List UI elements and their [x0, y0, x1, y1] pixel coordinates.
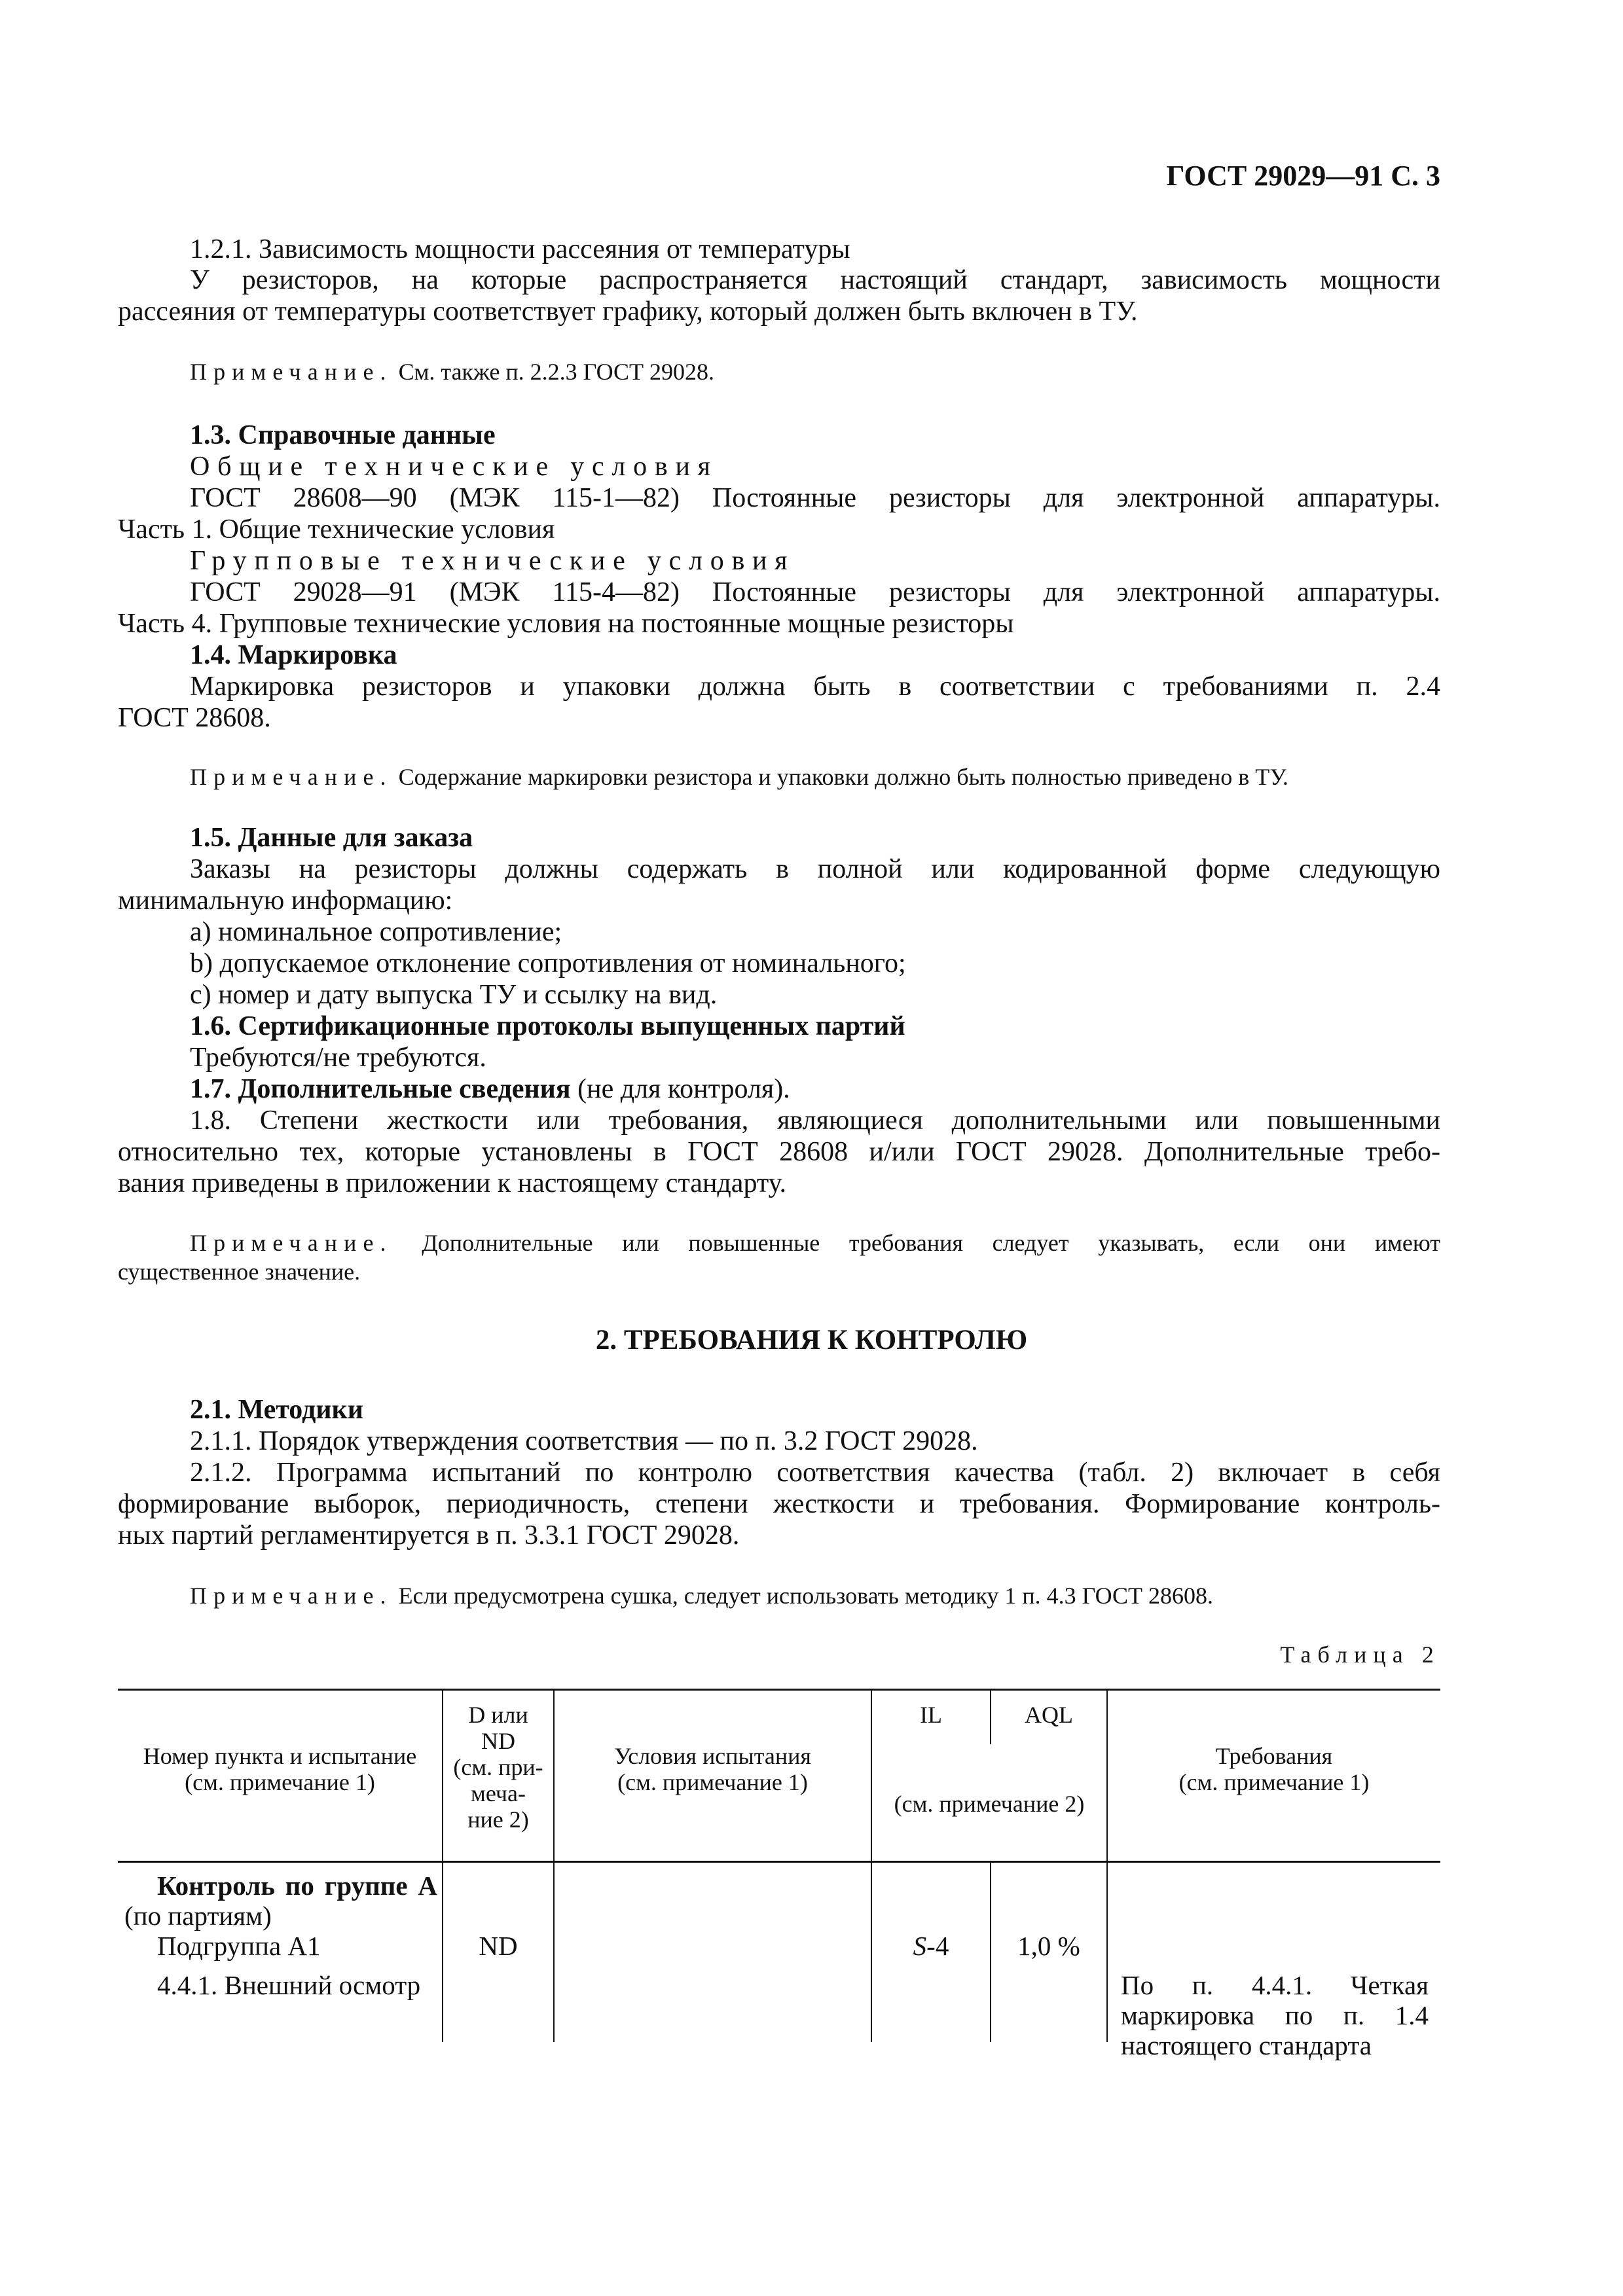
section-1-4-heading: 1.4. Маркировка [190, 640, 397, 670]
section-2-title: 2. ТРЕБОВАНИЯ К КОНТРОЛЮ [595, 1325, 1028, 1355]
s16-text: Требуются/не требуются. [190, 1043, 486, 1073]
th-requirements-line-1: Требования [1215, 1743, 1333, 1769]
s15-item-b: b) допускаемое отклонение сопротивления от номинального; [190, 948, 906, 978]
page-header: ГОСТ 29029—91 С. 3 [1166, 160, 1440, 192]
th-d-or-nd [443, 1702, 553, 1833]
th-il: IL [920, 1702, 942, 1728]
th-d-or-nd-line-3: (см. при- [453, 1754, 543, 1780]
th-test-number-line-1: Номер пункта и испытание [143, 1743, 417, 1769]
s15-line-1: Заказы на резисторы должны содержать в полной или кодированной форме следующую [190, 854, 1440, 884]
section-1-6-heading: 1.6. Сертификационные протоколы выпущенных партий [190, 1011, 905, 1041]
table-col-divider-3 [871, 1689, 872, 2042]
th-requirements [1108, 1743, 1440, 1795]
s14-line-1: Маркировка резисторов и упаковки должна быть в соответствии с требованиями п. 2.4 [190, 672, 1440, 702]
note-text: Если предусмотрена сушка, следует использовать методику 1 п. 4.3 ГОСТ 28608. [392, 1583, 1214, 1609]
table-header-rule [118, 1861, 1440, 1863]
note-text: См. также п. 2.2.3 ГОСТ 29028. [392, 359, 715, 385]
th-d-or-nd-line-2: ND [481, 1728, 515, 1754]
th-test-conditions-line-1: Условия испытания [614, 1743, 811, 1769]
th-test-number-line-2: (см. примечание 1) [185, 1769, 375, 1795]
section-1-3-heading: 1.3. Справочные данные [190, 420, 496, 450]
th-d-or-nd-line-5: ние 2) [467, 1806, 529, 1833]
s13-line-2: Часть 1. Общие технические условия [118, 514, 555, 545]
s18-line-2: относительно тех, которые установлены в ГОСТ 28608 и/или ГОСТ 29028. Дополнительные требо- [118, 1137, 1440, 1167]
td-il-letter: S [913, 1931, 927, 1961]
td-subgroup: Подгруппа А1 [157, 1931, 321, 1961]
note-text: Дополнительные или повышенные требования следует указывать, если они имеют [392, 1230, 1440, 1256]
s13-subheading-general: Общие технические условия [190, 452, 718, 482]
th-d-or-nd-line-1: D или [468, 1702, 528, 1728]
section-1-7-heading: 1.7. Дополнительные сведения [190, 1074, 571, 1104]
s13-subheading-group: Групповые технические условия [190, 546, 795, 576]
s18-line-1: 1.8. Степени жесткости или требования, являющиеся дополнительными или повышенными [190, 1105, 1440, 1136]
th-d-or-nd-line-4: меча- [471, 1780, 526, 1806]
s2-1-2-line-2: формирование выборок, периодичность, степени жесткости и требования. Формирование контроль- [118, 1489, 1440, 1519]
section-1-2-1-heading: 1.2.1. Зависимость мощности рассеяния от температуры [190, 234, 850, 264]
note-text: Содержание маркировки резистора и упаковки должно быть полностью приведено в ТУ. [392, 764, 1288, 790]
th-aql: AQL [1025, 1702, 1073, 1728]
note-label: Примечание. [190, 764, 393, 790]
s2-1-2-line-1: 2.1.2. Программа испытаний по контролю соответствия качества (табл. 2) включает в себя [190, 1458, 1440, 1488]
table-caption: Таблица 2 [1280, 1641, 1440, 1668]
section-1-5-heading: 1.5. Данные для заказа [190, 823, 473, 853]
s15-item-c: c) номер и дату выпуска ТУ и ссылку на вид. [190, 980, 718, 1010]
th-test-number [118, 1743, 442, 1795]
table-col-divider-5 [1106, 1689, 1108, 2042]
td-requirement-line-1: По п. 4.4.1. Четкая [1121, 1970, 1429, 2000]
s121-para-line-2: рассеяния от температуры соответствует графику, который должен быть включен в ТУ. [118, 296, 1138, 327]
s13-line-1: ГОСТ 28608—90 (МЭК 115-1—82) Постоянные резисторы для электронной аппаратуры. [190, 483, 1440, 513]
s15-item-a: a) номинальное сопротивление; [190, 917, 562, 947]
s2-1-2-line-3: ных партий регламентируется в п. 3.3.1 ГОСТ 29028. [118, 1520, 740, 1551]
s18-line-3: вания приведены в приложении к настоящему стандарту. [118, 1168, 786, 1198]
s18-note-line-2: существенное значение. [118, 1259, 361, 1285]
note-label: Примечание. [190, 359, 393, 385]
td-requirement-line-3: настоящего стандарта [1121, 2030, 1372, 2060]
td-group-subheading: (по партиям) [124, 1901, 272, 1931]
s2-note [190, 1582, 1213, 1609]
table-top-rule [118, 1689, 1440, 1691]
section-1-7 [190, 1073, 790, 1105]
s13-line-4: Часть 4. Групповые технические условия на постоянные мощные резисторы [118, 609, 1014, 639]
table-col-divider-2 [553, 1689, 555, 2042]
s121-note [190, 358, 714, 386]
s121-para-line-1: У резисторов, на которые распространяется настоящий стандарт, зависимость мощности [190, 265, 1440, 295]
note-label: Примечание. [190, 1230, 393, 1256]
th-test-conditions-line-2: (см. примечание 1) [617, 1769, 808, 1795]
section-2-1-heading: 2.1. Методики [190, 1395, 363, 1425]
td-requirement-line-2: маркировка по п. 1.4 [1121, 2000, 1429, 2030]
td-il [872, 1931, 990, 1961]
td-test-name: 4.4.1. Внешний осмотр [157, 1970, 421, 2000]
th-il-aql-note: (см. примечание 2) [894, 1791, 1085, 1817]
td-il-number: -4 [926, 1931, 949, 1961]
s2-1-1: 2.1.1. Порядок утверждения соответствия — по п. 3.2 ГОСТ 29028. [190, 1426, 978, 1456]
th-test-conditions [555, 1743, 871, 1795]
s15-line-2: минимальную информацию: [118, 886, 453, 916]
s18-note-line-1 [190, 1229, 1440, 1257]
s14-note [190, 763, 1288, 791]
note-label: Примечание. [190, 1583, 393, 1609]
s13-line-3: ГОСТ 29028—91 (МЭК 115-4—82) Постоянные резисторы для электронной аппаратуры. [190, 577, 1440, 607]
s14-line-2: ГОСТ 28608. [118, 703, 271, 733]
th-requirements-line-2: (см. примечание 1) [1178, 1769, 1370, 1795]
s17-text: (не для контроля). [570, 1074, 790, 1104]
td-nd: ND [479, 1931, 518, 1961]
td-group-heading: Контроль по группе А [157, 1871, 437, 1901]
td-aql: 1,0 % [1017, 1931, 1080, 1961]
